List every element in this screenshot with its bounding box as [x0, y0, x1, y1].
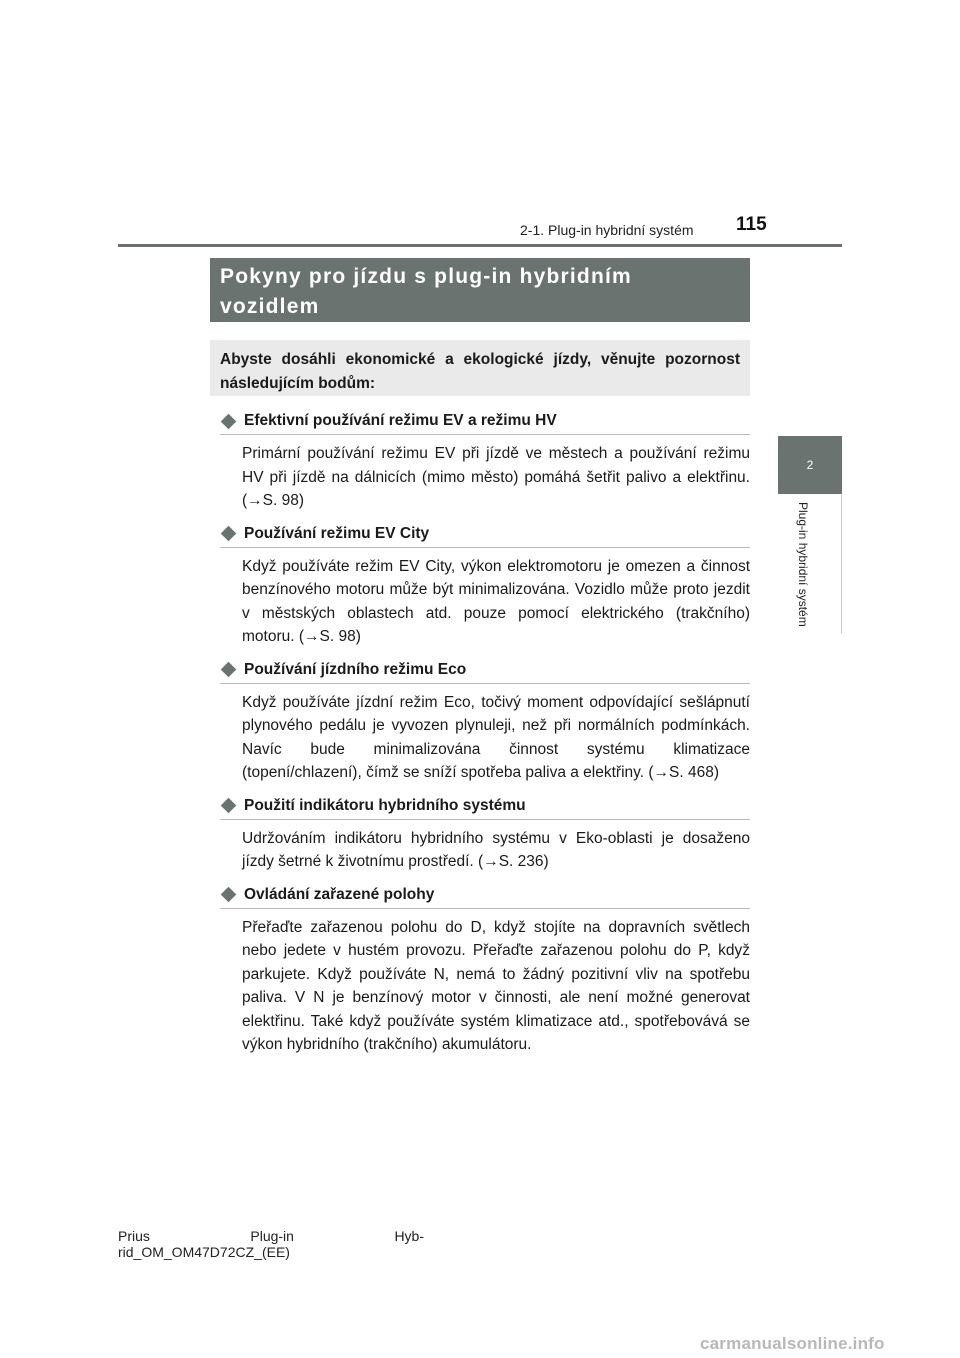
item-body: Přeřaďte zařazenou polohu do D, když stojíte na dopravních světlech nebo jedete v hustém provozu. Přeřaďte zařazenou polohu do P, když parkujete. Když používáte N, nemá to žádný pozitivní vliv na spotřebu paliva. V N je benzínový motor v činnosti, ale není možné generovat elektřinu. Také když používáte systém klimatizace atd., spotřebovává se výkon hybridního (trakčního) akumulátoru.: [242, 918, 750, 1053]
item-heading-text: Ovládání zařazené polohy: [244, 885, 435, 903]
footer-variant: Plug-in: [250, 1228, 294, 1244]
item-heading: [220, 521, 750, 548]
item-5: [220, 882, 750, 1057]
item-heading-text: Použití indikátoru hybridního systému: [244, 796, 526, 814]
item-1: [220, 408, 750, 513]
item-heading: [220, 793, 750, 820]
diamond-icon: [221, 526, 237, 542]
item-body: Udržováním indikátoru hybridního systému v Eko-oblasti je dosaženo jízdy šetrné k životnímu prostředí. (→S. 236): [242, 829, 750, 870]
footer: [118, 1228, 424, 1260]
page-number: 115: [736, 214, 767, 235]
footer-line2: rid_OM_OM47D72CZ_(EE): [118, 1244, 290, 1260]
item-heading-text: Používání jízdního režimu Eco: [244, 660, 467, 678]
item-body: Když používáte režim EV City, výkon elektromotoru je omezen a činnost benzínového motoru může být minimalizována. Vozidlo může proto jezdit v městských oblastech atd. pouze pomocí elektrického (trakčního) motoru. (→S. 98): [242, 557, 750, 645]
item-4: [220, 793, 750, 874]
item-heading: [220, 882, 750, 909]
side-rule: [841, 494, 842, 634]
header-section: 2-1. Plug-in hybridní systém: [520, 222, 694, 238]
footer-hyb: Hyb-: [394, 1228, 424, 1244]
diamond-icon: [221, 798, 237, 814]
item-heading-text: Používání režimu EV City: [244, 524, 430, 542]
footer-model: Prius: [118, 1228, 150, 1244]
item-heading-text: Efektivní používání režimu EV a režimu HV: [244, 412, 557, 429]
header-rule: [118, 244, 842, 247]
item-body: Když používáte jízdní režim Eco, točivý moment odpovídající sešlápnutí plynového pedálu je vyvozen plynuleji, než při normálních podmínkách. Navíc bude minimalizována činnost systému klimatizace (topení/chlazení), čímž se sníží spotřeba paliva a elektřiny. (→S. 468): [242, 693, 750, 781]
item-body: Primární používání režimu EV při jízdě ve městech a používání režimu HV při jízdě na dálnicích (mimo město) pomáhá šetřit palivo a elektřinu. (→S. 98): [242, 445, 750, 509]
diamond-icon: [221, 413, 237, 429]
page-title-line2: vozidlem: [220, 295, 320, 318]
page-title-line1: Pokyny pro jízdu s plug-in hybridním: [220, 265, 632, 288]
intro-box: Abyste dosáhli ekonomické a ekologické jízdy, věnujte pozornost následujícím bodům:: [210, 340, 750, 396]
watermark: carmanualsonline.info: [700, 1334, 885, 1353]
content: [220, 408, 750, 1065]
chapter-title-vertical: Plug-in hybridní systém: [796, 502, 810, 627]
page-title: [210, 258, 750, 322]
footer-line1: [118, 1228, 424, 1244]
diamond-icon: [221, 662, 237, 678]
chapter-tab: 2: [778, 436, 842, 494]
item-2: [220, 521, 750, 649]
item-3: [220, 657, 750, 785]
item-heading: [220, 408, 750, 435]
item-heading: [220, 657, 750, 684]
diamond-icon: [221, 887, 237, 903]
